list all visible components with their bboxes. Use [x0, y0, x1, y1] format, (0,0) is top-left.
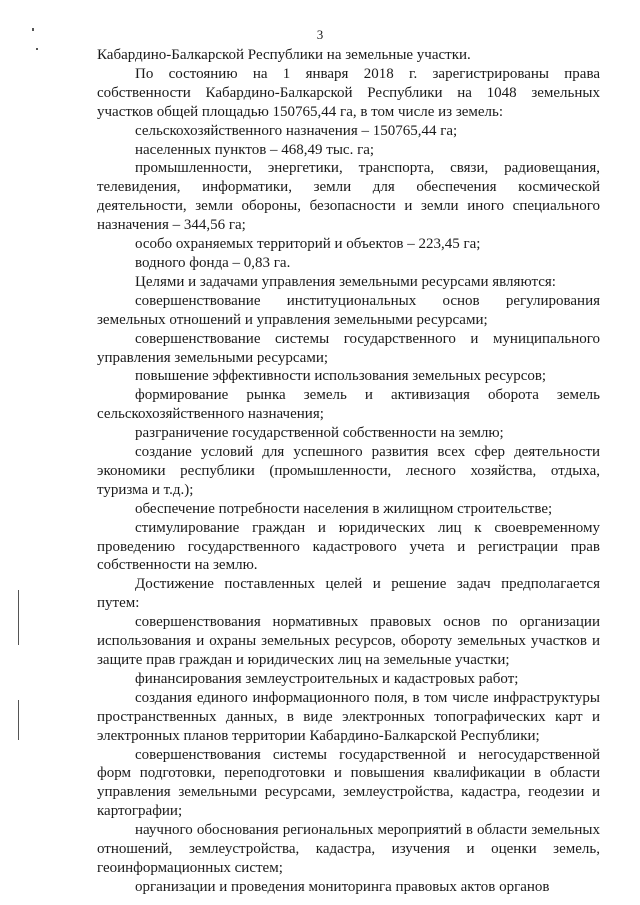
paragraph: обеспечение потребности населения в жилищном строительстве; [135, 500, 553, 517]
paragraph: формирование рынка земель и активизация оборота земель сельскохозяйственного назначения; [97, 387, 600, 423]
paragraph: водного фонда – 0,83 га. [135, 254, 291, 271]
paragraph: совершенствование институциональных основ регулирования земельных отношений и управления земельными ресурсами; [97, 292, 600, 328]
paragraph: особо охраняемых территорий и объектов – 223,45 га; [135, 236, 481, 253]
page-number: 3 [316, 27, 324, 42]
paragraph: совершенствования системы государственной и негосударственной форм подготовки, переподготовки и повышения квалификации в области управления земельными ресурсами, землеустройства, кадастра, геодезии и картографии; [97, 746, 600, 820]
scan-mark [18, 590, 19, 645]
paragraph: создания единого информационного поля, в том числе инфраструктуры пространственных данных, в виде электронных топографических карт и электронных планов территории Кабардино-Балкарской Республики; [97, 689, 600, 744]
scan-mark [18, 700, 19, 740]
paragraph: разграничение государственной собственности на землю; [135, 425, 504, 442]
document-body [97, 46, 600, 897]
paragraph: повышение эффективности использования земельных ресурсов; [135, 368, 547, 385]
scan-mark [32, 28, 34, 31]
paragraph: научного обоснования региональных мероприятий в области земельных отношений, землеустройства, кадастра, изучения и оценки земель, геоинформационных систем; [97, 822, 600, 876]
paragraph: промышленности, энергетики, транспорта, связи, радиовещания, телевидения, информатики, земли для обеспечения космической деятельности, земли обороны, безопасности и земли иного специального назначения – 344,56 га; [97, 160, 600, 234]
paragraph: Достижение поставленных целей и решение задач предполагается путем: [97, 576, 600, 612]
paragraph: финансирования землеустроительных и кадастровых работ; [135, 670, 519, 687]
scan-mark [36, 48, 38, 50]
paragraph: Целями и задачами управления земельными ресурсами являются: [135, 273, 556, 290]
paragraph: совершенствование системы государственного и муниципального управления земельными ресурсами; [97, 330, 600, 366]
paragraph: стимулирование граждан и юридических лиц к своевременному проведению государственного кадастрового учета и регистрации прав собственности на землю. [97, 519, 600, 574]
paragraph: населенных пунктов – 468,49 тыс. га; [135, 141, 375, 158]
paragraph: совершенствования нормативных правовых основ по организации использования и охраны земельных ресурсов, обороту земельных участков и защите прав граждан и юридических лиц на земельные участки; [97, 614, 600, 668]
paragraph: Кабардино-Балкарской Республики на земельные участки. [97, 47, 471, 63]
paragraph: По состоянию на 1 января 2018 г. зарегистрированы права собственности Кабардино-Балкарской Республики на 1048 земельных участков общей площадью 150765,44 га, в том числе из земель: [97, 65, 600, 120]
paragraph: создание условий для успешного развития всех сфер деятельности экономики республики (промышленности, лесного хозяйства, отдыха, туризма и т.д.); [97, 444, 600, 498]
paragraph: организации и проведения мониторинга правовых актов органов [135, 878, 550, 895]
paragraph: сельскохозяйственного назначения – 150765,44 га; [135, 122, 458, 139]
